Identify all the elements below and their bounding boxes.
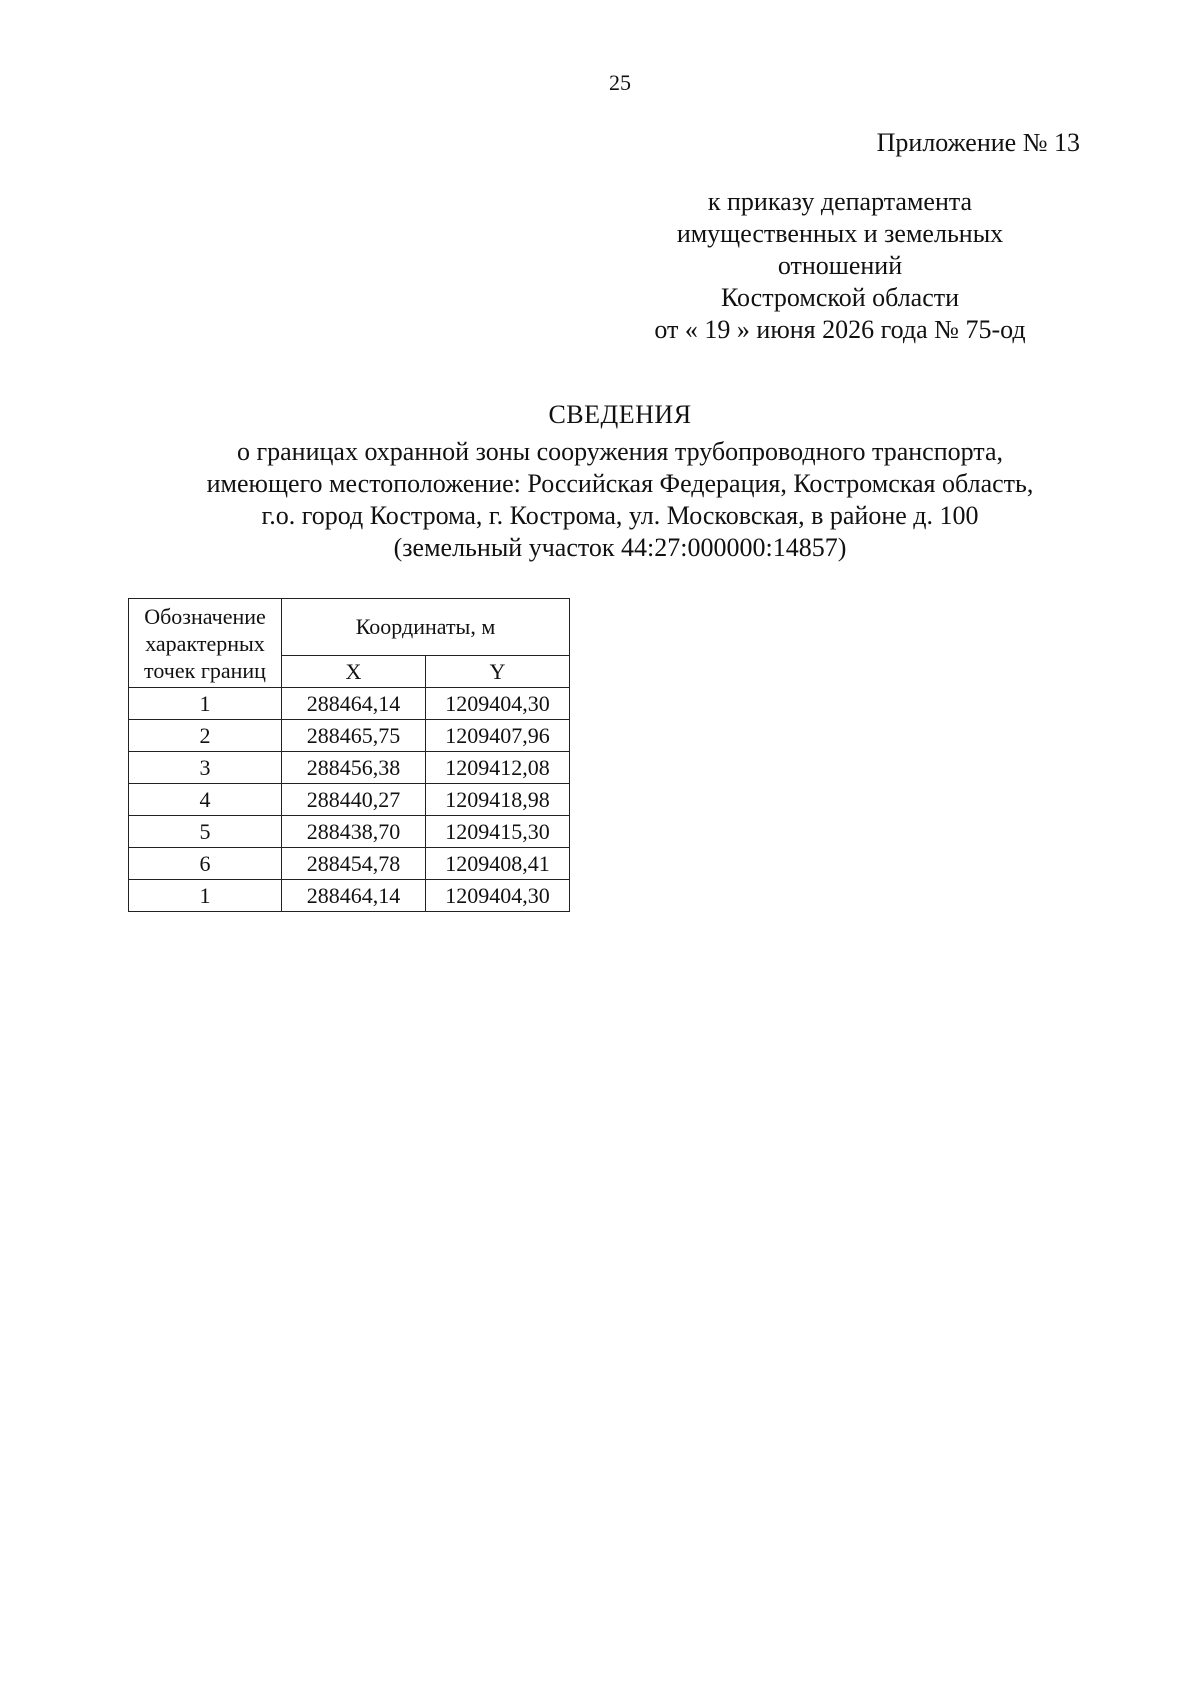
order-reference [620,186,1060,346]
order-reference-line: Костромской области [720,283,960,312]
header-coordinates: Координаты, м [282,599,570,656]
header-point-line: точек границ [144,657,266,683]
table-row [129,784,570,816]
page-number: 25 [609,70,631,95]
table-row [129,720,570,752]
table-row [129,816,570,848]
table-row [129,848,570,880]
subtitle-line: (земельный участок 44:27:000000:14857) [393,533,847,562]
header-point-designation [129,599,282,688]
appendix-label: Приложение № 13 [876,128,1080,157]
cell-point: 1 [129,688,282,720]
header-point-line: Обозначение [144,603,266,629]
cell-point: 4 [129,784,282,816]
subtitle-line: о границах охранной зоны сооружения трубопроводного транспорта, [236,437,1004,466]
order-reference-line: от « 19 » июня 2026 года № 75-од [654,315,1026,344]
header-y: Y [426,656,570,688]
cell-point: 3 [129,752,282,784]
table-row [129,688,570,720]
table-row [129,752,570,784]
cell-x: 288438,70 [282,816,426,848]
coordinates-table [128,598,570,912]
cell-x: 288456,38 [282,752,426,784]
document-title: СВЕДЕНИЯ [548,400,692,429]
cell-y: 1209415,30 [426,816,570,848]
cell-y: 1209408,41 [426,848,570,880]
cell-y: 1209418,98 [426,784,570,816]
cell-x: 288464,14 [282,880,426,912]
document-subtitle [0,436,1200,564]
cell-point: 5 [129,816,282,848]
cell-x: 288440,27 [282,784,426,816]
cell-y: 1209412,08 [426,752,570,784]
subtitle-line: г.о. город Кострома, г. Кострома, ул. Московская, в районе д. 100 [261,501,979,530]
cell-y: 1209407,96 [426,720,570,752]
cell-y: 1209404,30 [426,880,570,912]
cell-y: 1209404,30 [426,688,570,720]
cell-x: 288464,14 [282,688,426,720]
cell-point: 1 [129,880,282,912]
cell-point: 2 [129,720,282,752]
cell-x: 288454,78 [282,848,426,880]
subtitle-line: имеющего местоположение: Российская Федерация, Костромская область, [206,469,1034,498]
order-reference-line: имущественных и земельных [676,219,1004,248]
table-row [129,880,570,912]
cell-x: 288465,75 [282,720,426,752]
header-x: X [282,656,426,688]
order-reference-line: к приказу департамента [707,187,973,216]
cell-point: 6 [129,848,282,880]
header-point-line: характерных [145,630,265,656]
order-reference-line: отношений [777,251,903,280]
